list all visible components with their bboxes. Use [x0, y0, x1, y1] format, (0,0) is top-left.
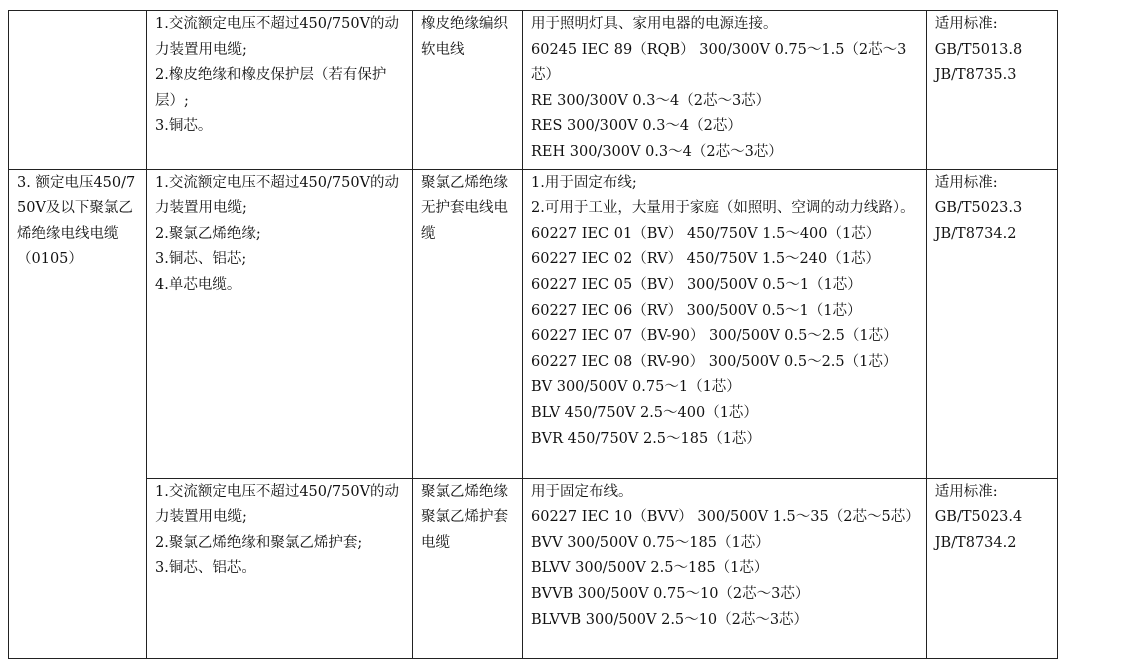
- feature-line: 2.聚氯乙烯绝缘和聚氯乙烯护套;: [155, 534, 363, 551]
- usage-line: 60227 IEC 08（RV-90） 300/500V 0.5～2.5（1芯）: [531, 353, 898, 370]
- usage-line: 1.用于固定布线;: [531, 174, 637, 191]
- usage-line: BVR 450/750V 2.5～185（1芯）: [531, 430, 761, 447]
- usage-line: 用于照明灯具、家用电器的电源连接。: [531, 16, 778, 32]
- usage-line: REH 300/300V 0.3～4（2芯～3芯）: [531, 143, 783, 160]
- standards-cell: [926, 11, 1057, 170]
- usage-line: BLV 450/750V 2.5～400（1芯）: [531, 404, 758, 421]
- standard-code: GB/T5023.4: [934, 509, 1023, 526]
- usage-line: 60227 IEC 10（BVV） 300/500V 1.5～35（2芯～5芯）: [531, 509, 920, 526]
- usage-line: 60227 IEC 07（BV-90） 300/500V 0.5～2.5（1芯）: [531, 328, 898, 345]
- usage-line: 用于固定布线。: [531, 483, 633, 500]
- feature-line: 3.铜芯、铝芯;: [155, 251, 247, 268]
- product-name: 聚氯乙烯绝缘无护套电线电缆: [421, 174, 508, 242]
- feature-line: 2.橡皮绝缘和橡皮保护层（若有保护层）;: [155, 67, 387, 109]
- standard-code: GB/T5013.8: [934, 41, 1023, 58]
- product-name: 聚氯乙烯绝缘聚氯乙烯护套电缆: [421, 483, 508, 551]
- table-row: [9, 478, 1058, 658]
- standard-code: GB/T5023.3: [934, 200, 1023, 217]
- category-cell: [9, 169, 147, 658]
- feature-line: 3.铜芯。: [155, 118, 213, 135]
- usage-line: 60245 IEC 89（RQB） 300/300V 0.75～1.5（2芯～3芯）: [531, 41, 907, 84]
- feature-line: 2.聚氯乙烯绝缘;: [155, 225, 261, 242]
- standard-code: JB/T8734.2: [934, 534, 1017, 551]
- standards-cell: [926, 478, 1057, 658]
- usage-line: 60227 IEC 05（BV） 300/500V 0.5～1（1芯）: [531, 276, 862, 293]
- cable-standards-table: [8, 10, 1058, 659]
- standards-cell: [926, 169, 1057, 478]
- usage-line: 2.可用于工业，大量用于家庭（如照明、空调的动力线路）。: [531, 200, 915, 217]
- table-row: [9, 11, 1058, 170]
- usage-cell: [523, 169, 927, 478]
- feature-line: 1.交流额定电压不超过450/750V的动力装置用电缆;: [155, 483, 400, 526]
- usage-line: BVVB 300/500V 0.75～10（2芯～3芯）: [531, 585, 810, 602]
- usage-line: RES 300/300V 0.3～4（2芯）: [531, 118, 742, 135]
- feature-line: 1.交流额定电压不超过450/750V的动力装置用电缆;: [155, 174, 400, 217]
- standards-label: 适用标准:: [934, 483, 998, 500]
- table-row: [9, 169, 1058, 478]
- standard-code: JB/T8735.3: [934, 67, 1017, 84]
- standards-label: 适用标准:: [934, 16, 998, 32]
- standard-code: JB/T8734.2: [934, 225, 1017, 242]
- product-name-cell: [413, 11, 523, 170]
- features-cell: [147, 169, 413, 478]
- product-name-cell: [413, 478, 523, 658]
- standards-label: 适用标准:: [934, 174, 998, 191]
- usage-line: 60227 IEC 06（RV） 300/500V 0.5～1（1芯）: [531, 302, 862, 319]
- usage-line: 60227 IEC 02（RV） 450/750V 1.5～240（1芯）: [531, 251, 880, 268]
- features-cell: [147, 478, 413, 658]
- usage-line: BV 300/500V 0.75～1（1芯）: [531, 379, 741, 396]
- feature-line: 3.铜芯、铝芯。: [155, 560, 256, 577]
- feature-line: 4.单芯电缆。: [155, 276, 242, 293]
- usage-line: BVV 300/500V 0.75～185（1芯）: [531, 534, 770, 551]
- features-cell: [147, 11, 413, 170]
- usage-line: BLVV 300/500V 2.5～185（1芯）: [531, 560, 769, 577]
- category-text: 3. 额定电压450/750V及以下聚氯乙烯绝缘电线电缆（0105）: [17, 174, 136, 268]
- product-name-cell: [413, 169, 523, 478]
- usage-cell: [523, 478, 927, 658]
- category-cell: [9, 11, 147, 170]
- usage-line: BLVVB 300/500V 2.5～10（2芯～3芯）: [531, 611, 809, 628]
- product-name: 橡皮绝缘编织软电线: [421, 16, 508, 58]
- feature-line: 1.交流额定电压不超过450/750V的动力装置用电缆;: [155, 16, 400, 58]
- usage-line: RE 300/300V 0.3～4（2芯～3芯）: [531, 92, 771, 109]
- standards-table-page: [8, 10, 1058, 659]
- usage-line: 60227 IEC 01（BV） 450/750V 1.5～400（1芯）: [531, 225, 881, 242]
- usage-cell: [523, 11, 927, 170]
